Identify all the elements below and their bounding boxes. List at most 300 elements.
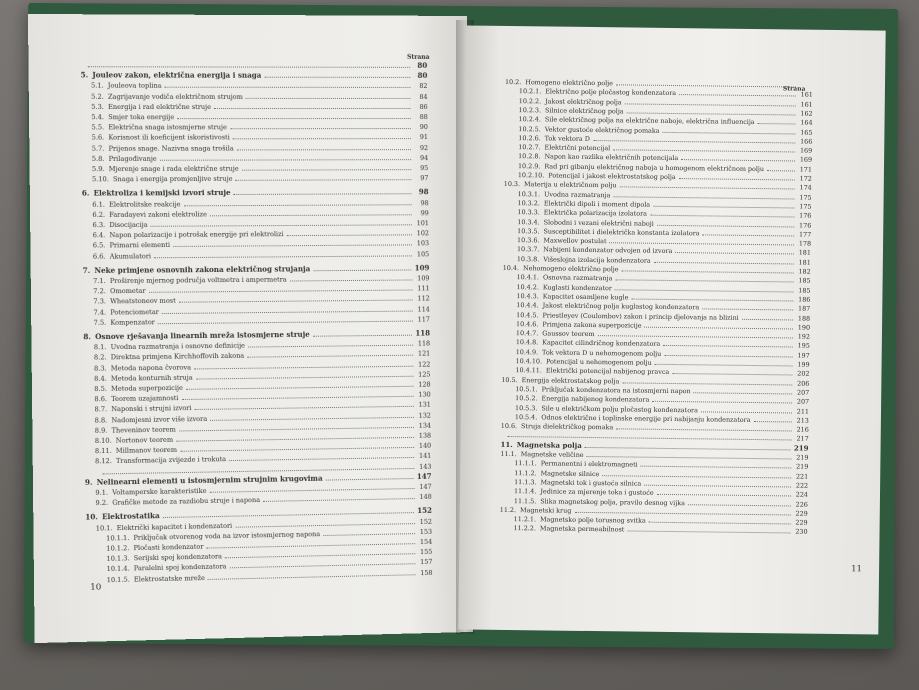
- toc-entry-number: 10.4.5.: [516, 310, 539, 319]
- toc-entry: [81, 71, 428, 80]
- toc-entry-page: 224: [795, 490, 809, 499]
- dot-leader: [681, 154, 795, 161]
- toc-entry-number: 10.3.: [503, 180, 521, 189]
- dot-leader: [235, 518, 415, 528]
- toc-entry-title: Tok vektora D u nehomogenom polju: [542, 348, 662, 358]
- dot-leader: [248, 340, 413, 348]
- dot-leader: [622, 265, 794, 273]
- toc-entry-title: Magnetska permeabilnost: [539, 524, 625, 534]
- toc-entry-page: 121: [417, 349, 431, 359]
- toc-entry-page: 118: [415, 328, 431, 338]
- toc-entry-title: Paralelni spoj kondenzatora: [133, 562, 227, 573]
- toc-entry-number: 7.3.: [93, 297, 107, 306]
- toc-entry-number: 7.5.: [93, 318, 107, 327]
- toc-entry-number: 6.2.: [92, 210, 106, 219]
- toc-entry-title: Električki kapacitet i kondenzatori: [116, 521, 233, 532]
- toc-entry-title: Serijski spoj kondenzatora: [133, 552, 223, 563]
- dot-leader: [602, 470, 791, 478]
- toc-entry-page: 219: [796, 453, 809, 462]
- toc-entry-title: Gaussov teorem: [542, 329, 595, 339]
- toc-entry-page: 217: [796, 434, 809, 444]
- toc-entry-title: Napon polarizacije i potrošak energije pri elektrolizi: [109, 230, 284, 240]
- toc-entry-page: 141: [419, 452, 432, 461]
- toc-entry-title: Nortonov teorem: [115, 435, 174, 445]
- toc-entry-number: 5.1.: [91, 81, 104, 91]
- toc-entry-number: 8.4.: [94, 374, 107, 383]
- toc-entry-page: 147: [416, 471, 432, 481]
- toc-entry-page: 94: [420, 153, 429, 162]
- toc-entry: [92, 199, 428, 209]
- dot-leader: [616, 423, 792, 431]
- toc-entry-title: Teorem uzajamnosti: [111, 394, 179, 404]
- toc-entry-title: Električki dipoli i moment dipola: [543, 199, 651, 209]
- toc-entry-number: 8.5.: [94, 384, 107, 394]
- toc-entry-title: Uvodna razmatranja: [543, 190, 611, 199]
- toc-entry-title: Električna snaga istosmjerne struje: [108, 123, 227, 132]
- toc-entry-number: 6.3.: [92, 220, 106, 230]
- toc-entry-page: 181: [798, 248, 811, 258]
- dot-leader: [182, 391, 414, 400]
- toc-entry-number: 10.4.1.: [516, 273, 540, 282]
- dot-leader: [149, 285, 413, 293]
- page-number: 11: [851, 564, 862, 575]
- toc-entry-page: 147: [419, 482, 432, 491]
- toc-entry-page: 92: [419, 143, 429, 152]
- toc-entry-number: 10.4.6.: [516, 319, 539, 329]
- dot-leader: [290, 274, 413, 281]
- toc-entry-title: Osnove rješavanja linearnih mreža istosmjerne struje: [95, 329, 310, 342]
- toc-entry-page: 102: [416, 229, 430, 238]
- toc-entry-title: Jedinice za mjerenje toka i gustoće: [540, 487, 654, 497]
- toc-entry-number: 8.2.: [93, 353, 107, 362]
- toc-entry-title: Metoda superpozicije: [110, 383, 183, 393]
- toc-entry-title: Magnetski tok i gustoća silnica: [540, 478, 642, 488]
- toc-entry-number: 10.1.: [95, 523, 113, 533]
- toc-entry: [83, 264, 430, 275]
- toc-entry-number: 5.6.: [91, 133, 105, 142]
- toc-entry-page: 219: [796, 462, 809, 471]
- toc-entry-title: Jakost električnog polja: [545, 97, 622, 106]
- toc-entry-title: Silnice električnog polja: [544, 106, 624, 116]
- toc-entry-title: Električni potencijal: [544, 143, 611, 153]
- toc-entry-page: 80: [417, 71, 428, 81]
- toc-entry-number: 10.1.1.: [106, 533, 130, 543]
- toc-entry-title: Priestleyev (Coulombov) zakon i princip djelovanja na blizini: [542, 310, 739, 322]
- toc-entry-page: 161: [800, 100, 813, 109]
- toc-entry-title: Voltamperske karakteristike: [112, 486, 207, 497]
- toc-entry-number: 11.1.4.: [513, 487, 537, 496]
- dot-leader: [622, 377, 792, 385]
- dot-leader: [652, 396, 792, 404]
- toc-entry-page: 177: [798, 230, 812, 239]
- toc-entry-page: 98: [420, 198, 429, 207]
- toc-entry-page: 216: [796, 425, 809, 434]
- toc-entry-number: 10.1.2.: [106, 544, 130, 553]
- toc-entry-page: 211: [796, 407, 810, 416]
- dot-leader: [679, 89, 796, 96]
- dot-leader: [263, 493, 415, 502]
- toc-entry-page: 161: [800, 90, 813, 100]
- toc-entry-page: 226: [795, 500, 808, 509]
- toc-entry-number: 10.2.2.: [518, 96, 542, 105]
- dot-leader: [247, 350, 413, 358]
- toc-entry-title: Elektrostatika: [101, 511, 160, 522]
- toc-entry-page: 101: [416, 219, 429, 228]
- page-column-header: Strana: [407, 53, 430, 61]
- toc-entry-number: 10.1.3.: [106, 554, 130, 564]
- dot-leader: [88, 61, 411, 68]
- toc-entry-title: Jouleova toplina: [107, 81, 162, 91]
- toc-entry-number: 10.1.4.: [106, 564, 130, 574]
- dot-leader: [207, 538, 416, 548]
- dot-leader: [287, 230, 412, 237]
- toc-entry: [93, 295, 429, 306]
- toc-entry: [91, 103, 427, 111]
- toc-entry-number: 10.5.4.: [514, 412, 538, 422]
- toc-entry-page: 109: [417, 274, 430, 283]
- toc-entry-page: 148: [419, 492, 432, 502]
- toc-entry-page: 165: [800, 128, 813, 137]
- toc-entry: [93, 240, 429, 250]
- toc-entry-page: 153: [419, 527, 433, 536]
- toc-entry-number: 8.1.: [93, 343, 107, 352]
- toc-entry-page: 132: [418, 411, 431, 420]
- toc-entry-title: Zagrijavanje vodiča električnom strujom: [107, 92, 243, 101]
- toc-entry-number: 10.3.3.: [517, 208, 540, 217]
- toc-entry-page: 206: [797, 379, 810, 388]
- toc-entry-title: Elektroliza i kemijski izvori struje: [93, 188, 231, 198]
- toc-entry-page: 175: [799, 202, 812, 211]
- toc-entry-title: Metoda napona čvorova: [110, 363, 192, 373]
- toc-entry: [93, 305, 429, 316]
- dot-leader: [233, 133, 411, 139]
- dot-leader: [679, 173, 795, 180]
- toc-entry-page: 125: [418, 370, 431, 379]
- toc-entry-title: Vektor gustoće električnog pomaka: [544, 124, 660, 135]
- toc-entry-page: 178: [798, 239, 812, 248]
- toc-entry-number: 5.8.: [91, 154, 105, 163]
- toc-entry-title: Magnetsko polje torusnog svitka: [539, 515, 646, 525]
- dot-leader: [653, 201, 794, 209]
- dot-leader: [237, 144, 411, 150]
- dot-leader: [644, 480, 791, 488]
- toc-entry-number: 9.2.: [95, 498, 109, 508]
- toc-entry-number: 11.1.: [500, 449, 517, 459]
- toc-entry-page: 188: [797, 314, 811, 323]
- toc-entry-title: Energija i rad električne struje: [107, 102, 212, 111]
- toc-entry-number: 10.2.6.: [518, 133, 541, 143]
- toc-entry-page: 157: [420, 558, 433, 567]
- toc-entry-title: Proširenje mjernog područja voltmetra i ampermetra: [109, 275, 287, 286]
- toc-entry-page: 229: [795, 518, 808, 527]
- toc-entry: [91, 92, 428, 100]
- toc-entry: [92, 209, 428, 219]
- dot-leader: [620, 182, 795, 190]
- toc-entry-page: 111: [417, 284, 430, 293]
- toc-entry-page: 98: [418, 187, 429, 197]
- dot-leader: [196, 371, 414, 380]
- toc-entry-title: Prilagođivanje: [108, 154, 157, 163]
- dot-leader: [675, 247, 794, 254]
- toc-entry-page: 99: [420, 208, 429, 218]
- dot-leader: [703, 229, 795, 236]
- toc-entry-page: 181: [798, 258, 811, 267]
- dot-leader: [186, 381, 414, 390]
- toc-entry-title: Nehomogeno električno polje: [522, 264, 619, 274]
- dot-leader: [663, 340, 793, 348]
- toc-entry-page: 88: [419, 112, 428, 122]
- toc-entry-title: Transformacija zvijezde i trokuta: [115, 455, 227, 466]
- toc-entry-number: 10.3.8.: [516, 254, 540, 264]
- right-page: [458, 25, 885, 634]
- toc-entry-title: Slika magnetskog polja, pravilo desnog vijka: [540, 496, 685, 507]
- dot-leader: [754, 416, 792, 422]
- toc-entry-title: Kapacitet cilindričnog kondenzatora: [542, 338, 661, 349]
- toc-entry-number: 6.: [81, 188, 90, 199]
- toc-entry-title: Tok vektora D: [544, 134, 590, 143]
- toc-entry-title: Permanentni i elektromagneti: [540, 459, 638, 469]
- toc-entry-page: 82: [419, 82, 428, 91]
- dot-leader: [654, 256, 794, 264]
- dot-leader: [154, 250, 412, 258]
- toc-entry-page: 112: [417, 294, 430, 303]
- toc-entry-title: Sile električnog polja na električne naboje, električna influencija: [544, 115, 755, 127]
- toc-entry-page: 190: [797, 323, 811, 332]
- dot-leader: [158, 315, 413, 324]
- toc-entry: [91, 123, 427, 131]
- toc-entry-number: 11.1.3.: [514, 477, 537, 487]
- toc-entry-page: 207: [796, 397, 810, 406]
- dot-leader: [173, 240, 412, 248]
- toc-entry-page: 130: [418, 390, 431, 399]
- toc-entry-number: 10.2.3.: [518, 106, 542, 115]
- toc-entry-title: Theveninov teorem: [111, 425, 176, 435]
- toc-entry-page: 109: [414, 263, 430, 273]
- toc-entry-title: Potencijal i jakost elektrostatskog polja: [548, 171, 676, 182]
- toc-entry-page: 185: [798, 286, 811, 295]
- toc-entry-title: Višeslojna izolacija kondenzatora: [543, 255, 651, 265]
- toc-entry-number: 10.: [85, 512, 98, 522]
- toc-entry-number: 11.1.2.: [514, 468, 537, 477]
- toc-entry-page: 122: [418, 360, 431, 369]
- toc-entry-number: 8.3.: [94, 364, 107, 373]
- toc-entry-number: 10.5.: [501, 375, 518, 384]
- toc-entry-number: 5.7.: [91, 144, 105, 153]
- toc-entry-number: 10.5.1.: [515, 384, 538, 394]
- toc-entry-page: 171: [799, 165, 813, 174]
- toc-entry-page: 186: [798, 295, 811, 304]
- toc-entry-number: 9.1.: [95, 488, 109, 497]
- toc-entry-page: 176: [799, 221, 812, 230]
- dot-leader: [163, 507, 414, 518]
- toc-entry-number: 10.4.4.: [516, 301, 539, 310]
- dot-leader: [195, 401, 414, 410]
- toc-entry-page: 197: [797, 351, 810, 360]
- dot-leader: [615, 284, 794, 292]
- toc-entry-number: 10.4.: [502, 263, 520, 273]
- toc-entry-title: Grafičke metode za razdiobu struje i napona: [112, 496, 261, 508]
- toc-entry-page: 158: [420, 568, 433, 577]
- toc-entry-title: Priključak otvorenog voda na izvor istosmjernog napona: [133, 529, 321, 542]
- toc-entry-title: Wheatstoneov most: [110, 297, 176, 306]
- dot-leader: [194, 360, 413, 369]
- dot-leader: [587, 451, 792, 460]
- toc-entry-title: Kuglasti kondenzator: [542, 283, 613, 292]
- toc-entry-number: 8.10.: [94, 436, 112, 446]
- toc-entry: [92, 133, 428, 142]
- toc-entry-page: 172: [799, 174, 812, 183]
- dot-leader: [236, 174, 412, 181]
- toc-entry-number: 10.4.3.: [516, 291, 539, 301]
- toc-entry-page: 134: [418, 421, 432, 430]
- dot-leader: [627, 526, 790, 534]
- dot-leader: [230, 559, 416, 569]
- dot-leader: [160, 154, 411, 161]
- toc-entry-page: 80: [417, 60, 428, 70]
- toc-entry-page: 114: [417, 304, 430, 314]
- toc-entry-page: 143: [419, 462, 432, 471]
- dot-leader: [177, 113, 410, 119]
- dot-leader: [326, 473, 414, 481]
- toc-entry-title: Smjer toka energije: [108, 113, 175, 122]
- toc-entry-page: 86: [419, 102, 428, 111]
- toc-entry-title: Primjena zakona superpozicije: [542, 320, 642, 330]
- toc-entry-number: 7.: [82, 265, 91, 275]
- toc-entry-page: 152: [419, 517, 433, 526]
- toc-entry-title: Rad pri gibanju električnog naboja u homogenom električnom polju: [544, 162, 765, 173]
- dot-leader: [210, 483, 415, 493]
- toc-entry-number: 6.5.: [92, 241, 106, 250]
- toc-entry-number: 10.3.7.: [516, 245, 540, 254]
- dot-leader: [644, 321, 793, 329]
- toc-entry-page: 169: [799, 155, 813, 165]
- toc-entry-title: Nelinearni elementi u istosmjernim strujnim krugovima: [96, 473, 323, 487]
- toc-entry-title: Omometar: [109, 286, 146, 296]
- dot-leader: [210, 209, 412, 216]
- toc-entry-number: 10.5.3.: [514, 403, 538, 412]
- toc-entry-number: 5.10.: [91, 175, 109, 184]
- dot-leader: [184, 199, 412, 206]
- toc-entry-number: 10.2.1.: [518, 87, 542, 96]
- dot-leader: [664, 350, 793, 358]
- toc-entry-number: 7.4.: [93, 308, 107, 317]
- toc-entry-number: 5.4.: [91, 113, 105, 122]
- toc-entry-title: Mjerenje snage i rada električne struje: [108, 164, 239, 174]
- dot-leader: [323, 528, 415, 536]
- toc-entry-number: 5.3.: [91, 102, 104, 111]
- toc-entry-title: Nabijeni kondenzator odvojen od izvora: [543, 245, 673, 256]
- toc-entry: [91, 113, 427, 121]
- toc-entry-number: 11.2.1.: [513, 515, 537, 524]
- toc-entry: [91, 82, 428, 90]
- dot-leader: [657, 489, 791, 497]
- toc-entry-page: 103: [416, 239, 430, 248]
- toc-entry-page: 128: [418, 380, 431, 389]
- toc-entry-number: 10.4.10.: [515, 357, 543, 366]
- toc-entry-page: 195: [797, 341, 810, 351]
- toc-entry-number: 5.: [80, 70, 89, 80]
- toc-entry-page: 221: [795, 472, 809, 481]
- toc-entry-number: 8.9.: [94, 426, 108, 435]
- toc-entry-title: Susceptibilitet i dielektrička konstanta izolatora: [543, 227, 700, 238]
- toc-entry-page: 95: [420, 164, 429, 173]
- dot-leader: [631, 293, 793, 301]
- toc-entry-number: 7.1.: [93, 276, 106, 286]
- toc-entry-title: Neke primjene osnovnih zakona električnog strujanja: [94, 263, 311, 275]
- toc-entry-number: 6.4.: [92, 231, 106, 240]
- toc-entry-page: 154: [419, 537, 433, 547]
- dot-leader: [264, 72, 410, 78]
- toc-entry-title: Energija elektrostatskog polja: [521, 375, 620, 385]
- dot-leader: [613, 144, 795, 152]
- dot-leader: [176, 432, 414, 442]
- dot-leader: [246, 92, 411, 98]
- toc-entry-page: 97: [420, 174, 429, 183]
- toc-entry-title: Prijenos snage. Nazivna snaga trošila: [108, 143, 234, 153]
- toc-entry-page: 169: [799, 146, 813, 155]
- toc-entry-number: 10.2.9.: [517, 161, 541, 171]
- toc-entry-title: Energija nabijenog kondenzatora: [541, 394, 650, 404]
- toc-entry-page: 192: [797, 332, 810, 341]
- toc-entry-page: 138: [418, 431, 432, 440]
- toc-entry: [93, 229, 429, 239]
- dot-leader: [641, 461, 792, 469]
- toc-entry-title: Magnetske veličine: [520, 450, 584, 459]
- dot-leader: [229, 452, 414, 461]
- toc-entry-number: 10.3.4.: [517, 217, 540, 226]
- toc-entry-title: Naponski i strujni izvori: [111, 404, 192, 414]
- dot-leader: [702, 304, 793, 311]
- toc-entry-number: 10.3.2.: [517, 198, 540, 208]
- toc-entry-number: 10.1.5.: [106, 575, 130, 584]
- toc-entry-number: 10.2.8.: [518, 152, 541, 161]
- toc-entry-number: 8.7.: [94, 405, 108, 414]
- toc-entry-title: Struja dielektričkog pomaka: [521, 422, 614, 432]
- toc-entry: [93, 274, 429, 285]
- toc-entry-number: 11.1.5.: [513, 496, 537, 505]
- toc-entry-title: Potencijal u nehomogenom polju: [545, 357, 652, 367]
- toc-entry-title: Odnos električne i toplinske energije pri nabijanju kondenzatora: [541, 413, 751, 424]
- toc-entry-title: Magnetske silnice: [540, 468, 600, 478]
- toc-entry-page: 175: [799, 193, 812, 202]
- dot-leader: [694, 387, 793, 394]
- dot-leader: [585, 442, 791, 451]
- toc-entry-title: Maxwellov postulat: [543, 236, 607, 246]
- toc-entry-page: 174: [799, 183, 812, 192]
- toc-entry-page: 229: [795, 509, 808, 518]
- toc-entry-number: 8.6.: [94, 395, 108, 404]
- toc-entry-number: 9.: [84, 477, 93, 487]
- toc-entry-number: 8.11.: [94, 446, 112, 456]
- toc-entry-title: Disocijacija: [109, 220, 148, 230]
- dot-leader: [767, 165, 795, 171]
- toc-entry-number: 11.2.: [499, 505, 517, 514]
- toc-entry-number: 10.4.9.: [515, 347, 539, 357]
- toc-entry: [82, 189, 429, 199]
- toc-entry-page: 199: [797, 360, 810, 369]
- dot-leader: [649, 517, 791, 525]
- dot-leader: [672, 368, 792, 375]
- dot-leader: [758, 118, 796, 124]
- toc-entry-page: 131: [418, 400, 431, 410]
- toc-entry: [94, 315, 430, 327]
- dot-leader: [615, 275, 793, 283]
- toc-entry-number: 8.: [83, 332, 91, 342]
- toc-entry-page: 90: [419, 123, 428, 132]
- dot-leader: [574, 507, 791, 516]
- toc-entry-title: Homogeno električno polje: [525, 78, 613, 88]
- toc-entry-number: 10.2.: [504, 77, 522, 87]
